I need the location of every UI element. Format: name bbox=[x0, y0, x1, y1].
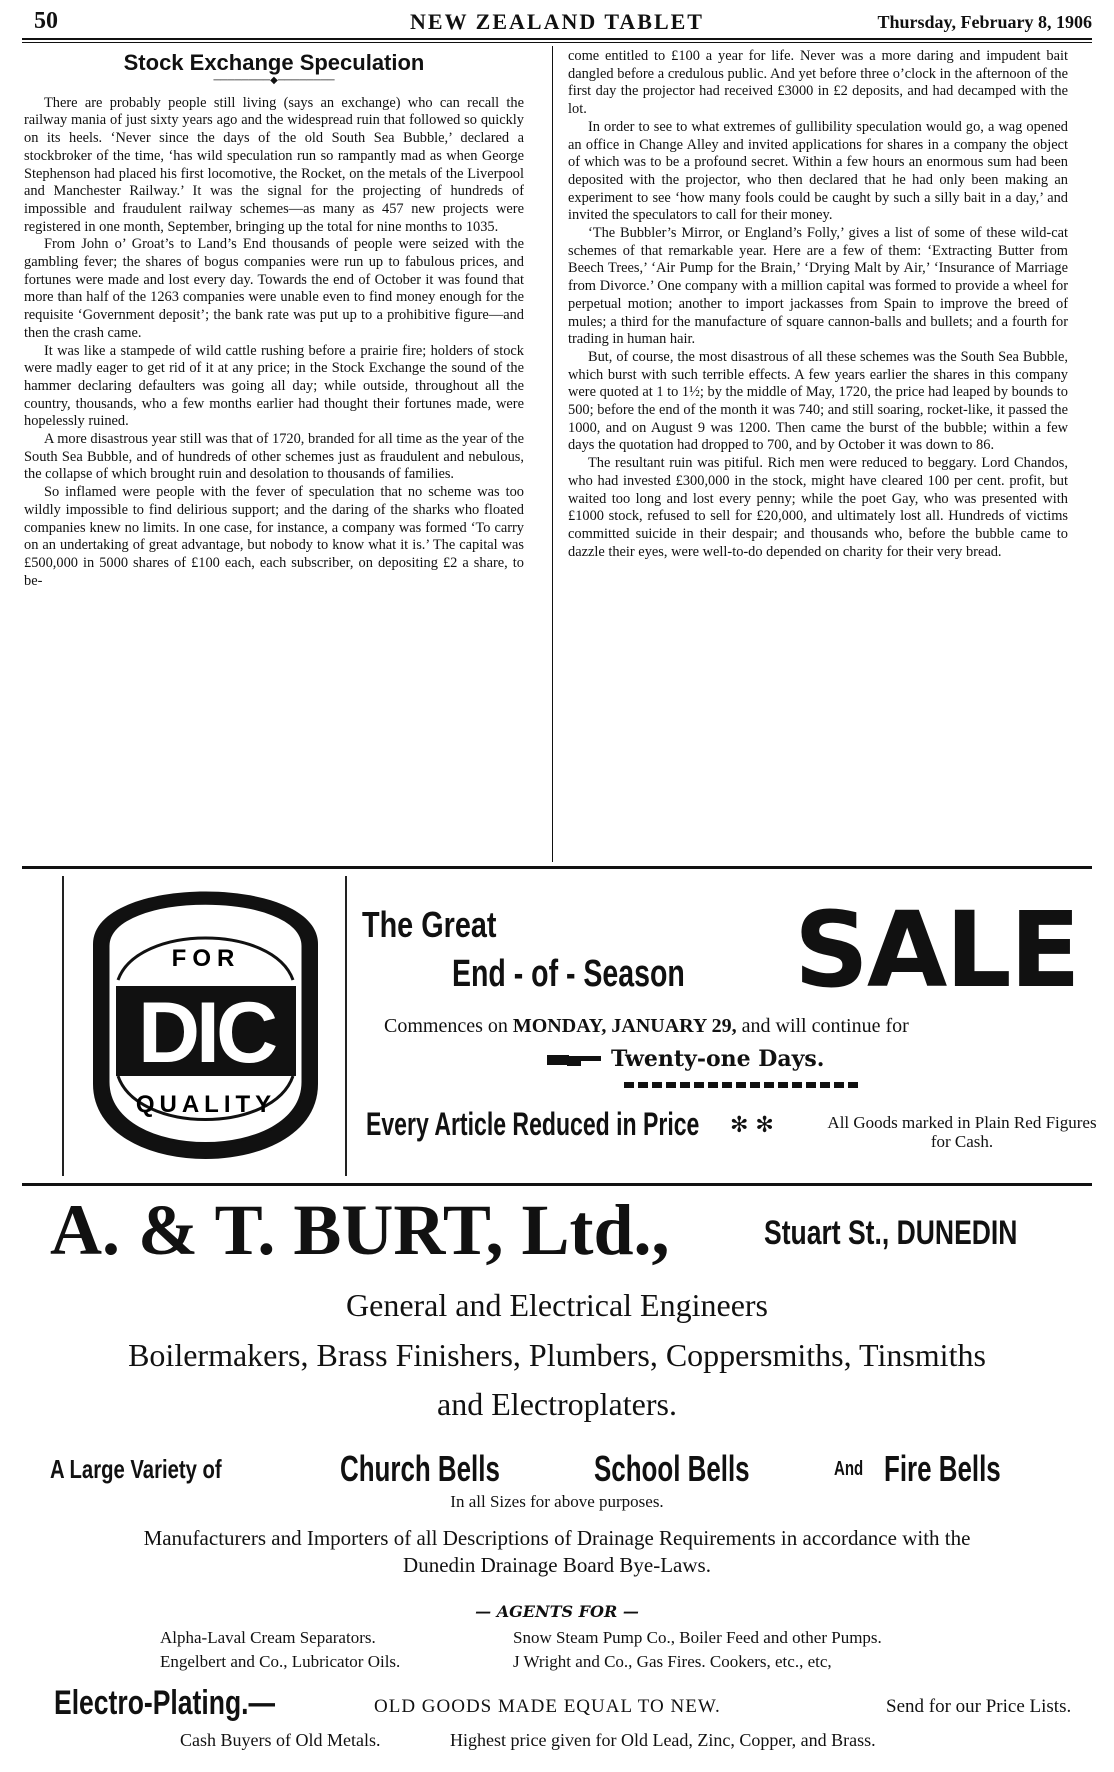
dashed-divider bbox=[624, 1082, 859, 1088]
header-rule bbox=[22, 38, 1092, 40]
highest-price-text: Highest price given for Old Lead, Zinc, Copper, and Brass. bbox=[450, 1730, 876, 1750]
article-paragraph: come entitled to £100 a year for life. Never was a more daring and impudent bait dangled before a credulous public. And yet before three o’clock in the afternoon of the first day the projector had received £3000 in £2 deposits, and had decamped with the lot. bbox=[568, 48, 1068, 118]
article-paragraph: From John o’ Groat’s to Land’s End thousands of people were seized with the gambling fever; the shares of bogus companies were run up to fabulous prices, and fortunes were made and lost every day. Towards the end of October it was found that more than half of the 1263 companies were unable even to find money enough for the requisite ‘Government deposit’; the bank rate was put up to a prohibitive figure—and then the crash came. bbox=[24, 236, 524, 341]
agents-list-right bbox=[513, 1626, 882, 1674]
article-column-right bbox=[568, 48, 1068, 863]
agents-list-left bbox=[160, 1626, 400, 1674]
page-number: 50 bbox=[34, 8, 58, 34]
plain-figures-note: All Goods marked in Plain Red Figures for Cash. bbox=[827, 1113, 1097, 1151]
header-rule-thin bbox=[22, 42, 1092, 43]
sale-advertisement bbox=[22, 868, 1097, 1183]
article-paragraph: So inflamed were people with the fever of speculation that no scheme was too wildly impossible to find delirious support; and the daring of the sharks who floated companies knew no limits. In one case, for instance, a company was formed ‘To carry on an undertaking of great advantage, but nobody to know what it is.’ The capital was £500,000 in 5000 shares of £100 each, each subscriber, on depositing £2 a share, to be- bbox=[24, 484, 524, 589]
article-paragraph: The resultant ruin was pitiful. Rich men were reduced to beggary. Lord Chandos, who had invested £300,000 in the stock, might have cleared 100 per cent. profit, but waited too long and lost every penny; while the poet Gay, who was presented with £1000 stock, refused to sell for £20,000, and ultimately lost all. Hundreds of victims committed suicide in their despair; and thousands who, before the bubble came to dazzle their eyes, were well-to-do depended on charity for their very bread. bbox=[568, 455, 1068, 560]
price-lists-text: Send for our Price Lists. bbox=[886, 1696, 1072, 1717]
company-address: Stuart St., DUNEDIN bbox=[764, 1214, 1018, 1252]
engineers-line: General and Electrical Engineers bbox=[346, 1287, 768, 1323]
manufacturers-line: Manufacturers and Importers of all Descriptions of Drainage Requirements in accordance with the Dunedin Drainage Board Bye-Laws. bbox=[143, 1526, 971, 1577]
logo-dic-text: DIC bbox=[137, 985, 275, 1081]
logo-quality-text: QUALITY bbox=[135, 1091, 277, 1118]
commences-line: Commences on MONDAY, JANUARY 29, and will continue for bbox=[384, 1015, 909, 1037]
church-bells: Church Bells bbox=[340, 1448, 500, 1489]
article-paragraph: ‘The Bubbler’s Mirror, or England’s Folly,’ gives a list of some of these wild-cat schemes of that remarkable year. Here are a few of them: ‘Extracting Butter from Beech Trees,’ ‘Air Pump for the Brain,’ ‘Drying Malt by Air,’ ‘Insurance of Marriage from Divorce.’ One company with a million capital was formed to provide a wheel for perpetual motion; another to import jackasses from Spain to improve the breed of mules; a third for the manufacture of square cannon-balls and bullets; and a fourth for trading in human hair. bbox=[568, 225, 1068, 348]
school-bells: School Bells bbox=[594, 1448, 750, 1489]
and-word: And bbox=[834, 1458, 864, 1480]
sale-headline: SALE bbox=[794, 889, 1079, 1011]
agent-item: J Wright and Co., Gas Fires. Cookers, etc., etc, bbox=[513, 1652, 832, 1671]
article-title: Stock Exchange Speculation bbox=[123, 50, 425, 75]
newspaper-title: NEW ZEALAND TABLET bbox=[410, 9, 704, 34]
article-paragraph: A more disastrous year still was that of 1720, branded for all time as the year of the South Sea Bubble, and of hundreds of other schemes just as fraudulent and nebulous, the collapse of which brought ruin and desolation to thousands of families. bbox=[24, 431, 524, 483]
article-paragraph: In order to see to what extremes of gullibility speculation would go, a wag opened an office in Change Alley and invited applications for shares in a company the object of which was to be a profound secret. Within a few hours an enormous sum had been deposited with the projector, who then declared that he had only been making an experiment to see ‘how many fools could be caught by such a silly bait in a day,’ and invited the speculators to call for their money. bbox=[568, 118, 1068, 224]
article-column-left bbox=[24, 48, 524, 863]
agent-item: Engelbert and Co., Lubricator Oils. bbox=[160, 1652, 401, 1671]
large-variety-label: A Large Variety of bbox=[50, 1454, 222, 1484]
pointing-hand-icon bbox=[547, 1051, 603, 1069]
burt-advertisement bbox=[22, 1190, 1092, 1770]
old-goods-text: OLD GOODS MADE EQUAL TO NEW. bbox=[374, 1696, 721, 1717]
title-ornament: ────────◆──────── bbox=[213, 74, 335, 86]
dic-quality-logo bbox=[78, 884, 333, 1169]
dic-logo-panel bbox=[62, 876, 347, 1176]
issue-date: Thursday, February 8, 1906 bbox=[877, 12, 1092, 32]
electroplaters-line: and Electroplaters. bbox=[437, 1386, 677, 1422]
every-article-reduced: Every Article Reduced in Price bbox=[366, 1106, 700, 1142]
company-name: A. & T. BURT, Ltd., bbox=[50, 1190, 670, 1270]
column-divider bbox=[552, 46, 553, 862]
logo-for-text: FOR bbox=[171, 945, 241, 972]
bells-row bbox=[22, 1448, 1092, 1498]
electroplating-line bbox=[54, 1684, 1094, 1724]
asterisk-ornament: ✻ ✻ bbox=[730, 1113, 774, 1138]
all-sizes-line: In all Sizes for above purposes. bbox=[450, 1492, 664, 1511]
article-paragraph: It was like a stampede of wild cattle rushing before a prairie fire; holders of stock were madly eager to get rid of it at any price; in the Stock Exchange the sound of the hammer declaring defaulters was going all day; while outside, throughout all the country, thousands, who a few months earlier had thought their fortunes made, were hopelessly ruined. bbox=[24, 342, 524, 430]
fire-bells: Fire Bells bbox=[884, 1448, 1001, 1489]
section-rule bbox=[22, 1183, 1092, 1186]
page-header bbox=[22, 8, 1092, 36]
agent-item: Alpha-Laval Cream Separators. bbox=[160, 1628, 376, 1647]
the-great-heading: The Great bbox=[362, 904, 497, 945]
electroplating-heading: Electro-Plating.— bbox=[54, 1684, 276, 1722]
article-paragraph: But, of course, the most disastrous of all these schemes was the South Sea Bubble, which burst with such terrible effects. A few years earlier the shares in this company were quoted at 1 to 1½; by the middle of May, 1720, the price had leaped by bounds to 500; before the end of the month it was 740; and still soaring, rocket-like, it passed the 1000, and on August 9 was 1200. Then came the burst of the bubble; within a few days the quotation had dropped to 700, and by October it was down to 86. bbox=[568, 348, 1068, 454]
end-of-season-heading: End - of - Season bbox=[452, 953, 685, 995]
agents-heading: — AGENTS FOR — bbox=[475, 1602, 639, 1621]
trades-line: Boilermakers, Brass Finishers, Plumbers, Coppersmiths, Tinsmiths bbox=[128, 1337, 986, 1373]
article-paragraph: There are probably people still living (says an exchange) who can recall the railway mania of just sixty years ago and the widespread ruin that followed so quickly on its heels. ‘Never since the days of the old South Sea Bubble,’ declared a stockbroker of the time, ‘has wild speculation run so rampantly mad as when George Stephenson had placed his first locomotive, the Rocket, on the metals of the Liverpool and Manchester Railway.’ It was the signal for the projecting of hundreds of impossible and fraudulent railway schemes—as many as 457 new projects were registered in one month, September, bringing up the total for nine months to 1035. bbox=[24, 94, 524, 235]
agent-item: Snow Steam Pump Co., Boiler Feed and other Pumps. bbox=[513, 1628, 882, 1647]
cash-buyers-text: Cash Buyers of Old Metals. bbox=[180, 1730, 381, 1750]
twenty-one-days: Twenty-one Days. bbox=[547, 1046, 824, 1072]
